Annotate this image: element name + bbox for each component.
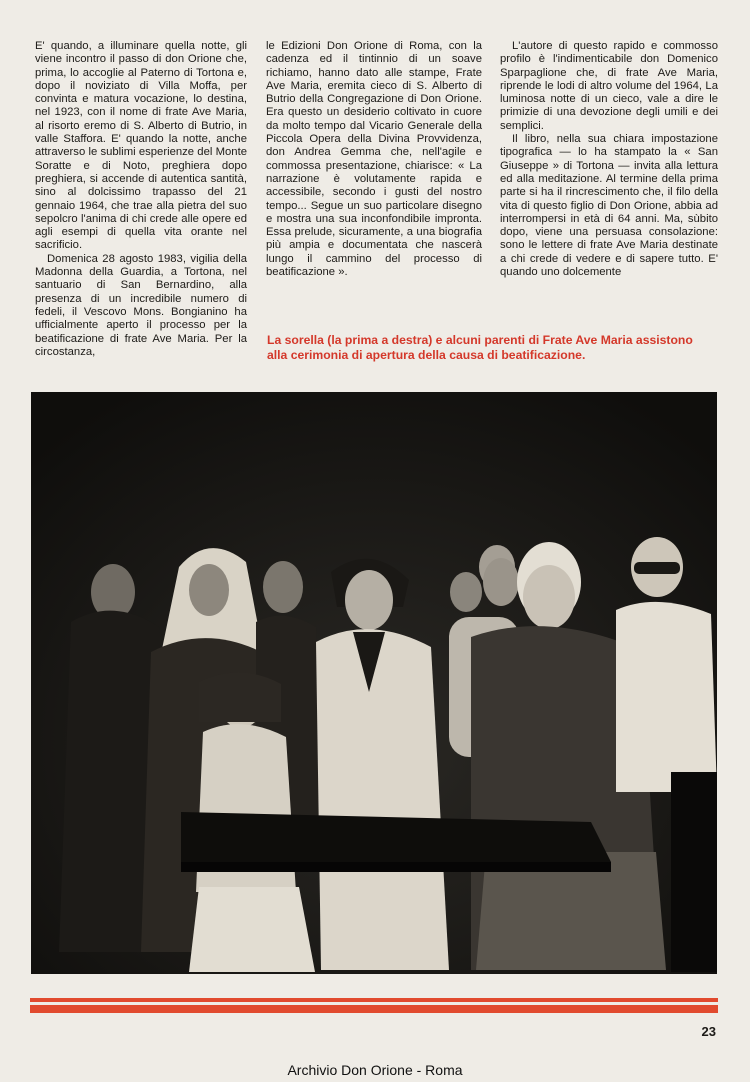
ceremony-photo <box>31 392 717 974</box>
page-number: 23 <box>701 1024 716 1039</box>
photo-caption: La sorella (la prima a destra) e alcuni parenti di Frate Ave Maria assistono alla cerimonia di apertura della causa di beatificazione. <box>267 333 693 362</box>
decorative-rule <box>30 1005 718 1013</box>
ceremony-photo-illustration <box>31 392 717 974</box>
article-paragraph: le Edizioni Don Orione di Roma, con la cadenza ed il tintinnio di un soave richiamo, hanno dato alle stampe, Frate Ave Maria, eremita cieco di S. Alberto di Butrio della Congregazione di Don Orione. Era questo un desiderio coltivato in cuore da molto tempo dal Vicario Generale della Piccola Opera della Divina Provvidenza, don Andrea Gemma che, nell'agile e commossa presentazione, chiarisce: « La narrazione è volutamente rapida e accessibile, secondo i gusti del nostro tempo... Segue un suo particolare disegno e mostra una sua inconfondibile impronta. Essa prelude, sicuramente, a una biografia più ampia e documentata che nascerà lungo il cammino del processo di beatificazione ». <box>266 40 482 279</box>
article-column-2 <box>266 40 482 279</box>
decorative-rule <box>30 998 718 1002</box>
article-paragraph: E' quando, a illuminare quella notte, gli viene incontro il passo di don Orione che, prima, lo accoglie al Paterno di Tortona e, dopo il noviziato di Villa Moffa, per convinta e matura vocazione, lo destina, nel 1923, con il nome di frate Ave Maria, al risorto eremo di S. Alberto di Butrio, in valle Staffora. E' quando la notte, anche attraverso le sublimi esperienze del Monte Soratte e di Noto, preghiera dopo preghiera, si accende di autentica santità, sino al dolcissimo trapasso del 21 gennaio 1964, che trae alla pietra del suo sepolcro l'anima di chi crede alle opere ed agli esempi di quella vita orante nel sacrificio. <box>35 40 247 252</box>
archive-footer: Archivio Don Orione - Roma <box>287 1062 463 1078</box>
article-paragraph: L'autore di questo rapido e commosso profilo è l'indimenticabile don Domenico Sparpaglione che, di frate Ave Maria, riprende le lodi di altro volume del 1964, La luminosa notte di un cieco, vale a dire le primizie di una devozione degli umili e dei semplici. <box>500 40 718 132</box>
article-column-1 <box>35 40 247 359</box>
article-paragraph: Domenica 28 agosto 1983, vigilia della Madonna della Guardia, a Tortona, nel santuario di San Bernardino, alla presenza di un incredibile numero di fedeli, il Vescovo Mons. Bongianino ha ufficialmente aperto il processo per la beatificazione di frate Ave Maria. Per la circostanza, <box>35 252 247 358</box>
article-paragraph: Il libro, nella sua chiara impostazione tipografica — lo ha stampato la « San Giuseppe » di Tortona — invita alla lettura ed alla meditazione. Al termine della prima parte si ha il rincrescimento che, il filo della vita di questo figlio di Don Orione, abbia ad interrompersi in età di 64 anni. Ma, sùbito dopo, viene una persuasa consolazione: sono le lettere di frate Ave Maria destinate a chi crede di vedere e di sapere tutto. E' quando uno dolcemente <box>500 133 718 279</box>
article-column-3 <box>500 40 718 279</box>
